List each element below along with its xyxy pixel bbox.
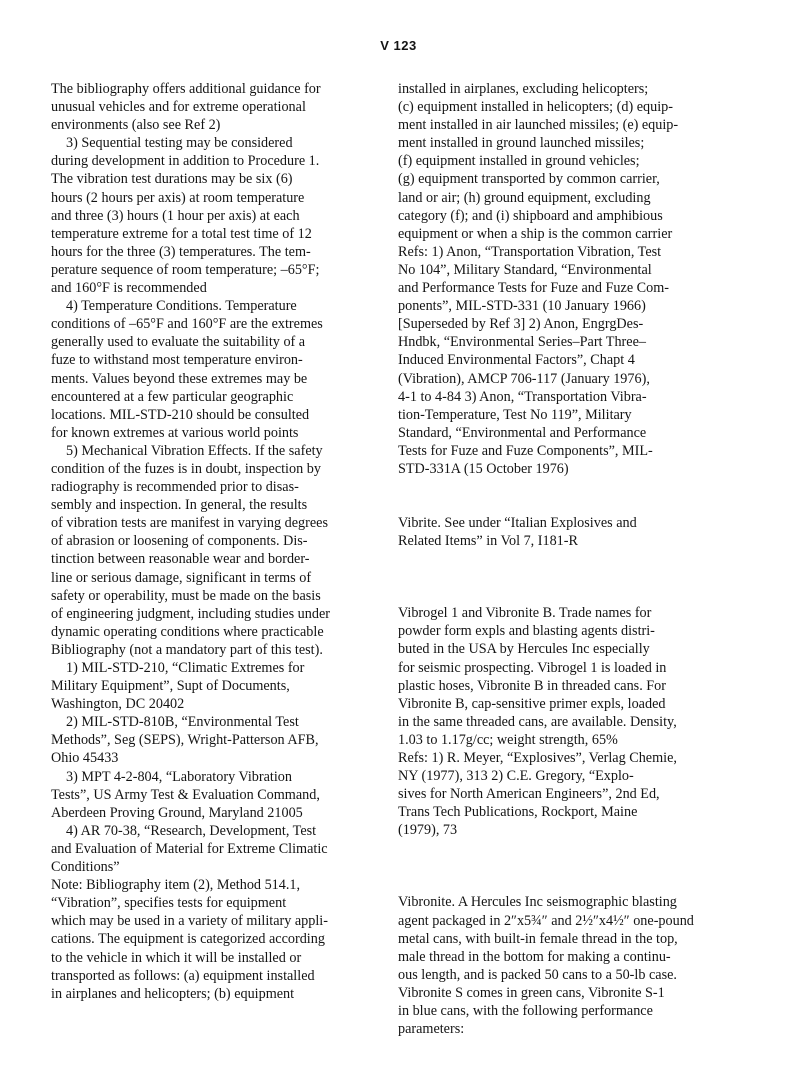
vibronite-entry [398, 893, 710, 1038]
text-line: Refs: 1) R. Meyer, “Explosives”, Verlag Chemie, [398, 750, 677, 766]
text-line: during development in addition to Procedure 1. [51, 153, 320, 170]
text-line: unusual vehicles and for extreme operational [51, 99, 306, 116]
text-line: environments (also see Ref 2) [51, 117, 221, 134]
text-line: 4-1 to 4-84 3) Anon, “Transportation Vibra- [398, 388, 647, 405]
text-line: metal cans, with built-in female thread in the top, [398, 930, 678, 947]
text-line: Standard, “Environmental and Performance [398, 424, 647, 441]
text-line: dynamic operating conditions where practicable [51, 623, 324, 640]
text-line: tion-Temperature, Test No 119”, Military [398, 406, 632, 423]
text-line: and Evaluation of Material for Extreme Climatic [51, 840, 328, 857]
text-line: Hndbk, “Environmental Series–Part Three– [398, 334, 646, 351]
text-line: line or serious damage, significant in terms of [51, 569, 312, 586]
continuation-text [398, 80, 710, 478]
vibrogel-entry [398, 604, 710, 839]
text-line: ment installed in air launched missiles; (e) equip- [398, 117, 679, 134]
text-line: Vibrogel 1 and Vibronite B. Trade names for [398, 605, 652, 622]
text-line: Vibronite. A Hercules Inc seismographic blasting [398, 894, 677, 911]
text-line: Washington, DC 20402 [51, 696, 185, 713]
text-line: and 160°F is recommended [51, 280, 207, 297]
text-line: Refs: 1) Anon, “Transportation Vibration, Test [398, 243, 662, 260]
text-line: (Vibration), AMCP 706-117 (January 1976), [398, 370, 650, 387]
text-line: The bibliography offers additional guidance for [51, 81, 321, 97]
text-line: in airplanes and helicopters; (b) equipment [51, 985, 295, 1002]
text-line: generally used to evaluate the suitability of a [51, 334, 306, 351]
text-line: radiography is recommended prior to disas- [51, 479, 299, 496]
text-line: (f) equipment installed in ground vehicles; [398, 153, 640, 170]
left-column [51, 80, 353, 1003]
text-line: NY (1977), 313 2) C.E. Gregory, “Explo- [398, 768, 634, 785]
text-line: plastic hoses, Vibronite B in threaded cans. For [398, 677, 667, 694]
text-line: ous length, and is packed 50 cans to a 50-lb case. [398, 966, 677, 983]
text-line: perature sequence of room temperature; –65°F; [51, 261, 320, 278]
text-line: Tests”, US Army Test & Evaluation Command, [51, 786, 320, 803]
text-line: Methods”, Seg (SEPS), Wright-Patterson AFB, [51, 732, 319, 749]
text-line: tinction between reasonable wear and border- [51, 551, 310, 568]
text-line: 1) MIL-STD-210, “Climatic Extremes for [66, 660, 305, 676]
text-line: fuze to withstand most temperature environ- [51, 352, 303, 369]
text-line: Ohio 45433 [51, 750, 119, 767]
text-line: cations. The equipment is categorized according [51, 931, 325, 948]
text-line: buted in the USA by Hercules Inc especially [398, 641, 650, 658]
text-line: Aberdeen Proving Ground, Maryland 21005 [51, 804, 303, 821]
text-line: sives for North American Engineers”, 2nd Ed, [398, 786, 660, 803]
text-line: to the vehicle in which it will be installed or [51, 949, 302, 966]
text-line: 3) Sequential testing may be considered [66, 135, 293, 152]
text-line: of abrasion or loosening of components. Dis- [51, 533, 308, 550]
text-line: Trans Tech Publications, Rockport, Maine [398, 804, 638, 821]
text-line: conditions of –65°F and 160°F are the extremes [51, 316, 323, 333]
text-line: land or air; (h) ground equipment, excluding [398, 189, 651, 206]
text-line: 2) MIL-STD-810B, “Environmental Test [66, 714, 299, 731]
text-line: for known extremes at various world points [51, 424, 299, 441]
text-line: Conditions” [51, 859, 120, 876]
text-line: [Superseded by Ref 3] 2) Anon, EngrgDes- [398, 316, 644, 333]
text-line: and three (3) hours (1 hour per axis) at each [51, 207, 300, 224]
text-line: 3) MPT 4-2-804, “Laboratory Vibration [66, 768, 292, 785]
text-line: powder form expls and blasting agents distri- [398, 623, 655, 640]
text-line: STD-331A (15 October 1976) [398, 460, 569, 477]
text-line: condition of the fuzes is in doubt, inspection by [51, 460, 321, 477]
text-line: parameters: [398, 1021, 465, 1038]
text-line: sembly and inspection. In general, the results [51, 497, 308, 514]
text-line: safety or operability, must be made on the basis [51, 587, 321, 604]
text-line: Related Items” in Vol 7, I181-R [398, 533, 578, 550]
text-line: No 104”, Military Standard, “Environmental [398, 261, 652, 278]
text-line: installed in airplanes, excluding helicopters; [398, 81, 649, 97]
text-line: 4) AR 70-38, “Research, Development, Test [66, 822, 317, 839]
text-line: (g) equipment transported by common carrier, [398, 171, 660, 188]
text-line: encountered at a few particular geographic [51, 388, 294, 405]
text-line: Vibronite S comes in green cans, Vibronite S-1 [398, 984, 665, 1001]
text-line: ments. Values beyond these extremes may be [51, 370, 308, 387]
text-line: of vibration tests are manifest in varying degrees [51, 515, 328, 532]
text-line: of engineering judgment, including studies under [51, 605, 330, 622]
text-line: in the same threaded cans, are available. Density, [398, 713, 677, 730]
text-line: hours (2 hours per axis) at room temperature [51, 189, 305, 206]
right-column [398, 80, 710, 1038]
text-line: Vibronite B, cap-sensitive primer expls, loaded [398, 695, 666, 712]
text-line: Note: Bibliography item (2), Method 514.1, [51, 877, 301, 894]
text-line: 1.03 to 1.17g/cc; weight strength, 65% [398, 731, 618, 748]
text-line: “Vibration”, specifies tests for equipment [51, 895, 287, 912]
text-line: for seismic prospecting. Vibrogel 1 is loaded in [398, 659, 667, 676]
text-line: (1979), 73 [398, 822, 458, 839]
text-line: The vibration test durations may be six (6) [51, 171, 293, 188]
text-line: Bibliography (not a mandatory part of this test). [51, 641, 323, 658]
text-line: equipment or when a ship is the common carrier [398, 225, 673, 242]
text-line: Tests for Fuze and Fuze Components”, MIL- [398, 442, 653, 459]
text-line: transported as follows: (a) equipment installed [51, 967, 315, 984]
text-line: male thread in the bottom for making a continu- [398, 948, 671, 965]
text-line: Induced Environmental Factors”, Chapt 4 [398, 352, 635, 369]
text-line: locations. MIL-STD-210 should be consulted [51, 406, 310, 423]
page-number: V 123 [380, 38, 417, 53]
text-line: and Performance Tests for Fuze and Fuze Com- [398, 280, 669, 297]
vibrite-entry [398, 514, 710, 550]
text-line: 4) Temperature Conditions. Temperature [66, 298, 297, 315]
text-line: category (f); and (i) shipboard and amphibious [398, 207, 663, 224]
text-line: hours for the three (3) temperatures. The tem- [51, 243, 311, 260]
text-line: in blue cans, with the following performance [398, 1003, 653, 1020]
left-column-text [51, 80, 353, 1003]
text-line: Military Equipment”, Supt of Documents, [51, 678, 290, 695]
text-line: agent packaged in 2″x5¾″ and 2½″x4½″ one-pound [398, 912, 694, 929]
text-line: Vibrite. See under “Italian Explosives and [398, 515, 637, 532]
text-line: temperature extreme for a total test time of 12 [51, 225, 312, 242]
text-line: ponents”, MIL-STD-331 (10 January 1966) [398, 298, 646, 315]
text-line: (c) equipment installed in helicopters; (d) equip- [398, 99, 673, 116]
text-line: 5) Mechanical Vibration Effects. If the safety [66, 442, 323, 459]
text-line: which may be used in a variety of military appli- [51, 913, 328, 930]
text-line: ment installed in ground launched missiles; [398, 135, 645, 152]
